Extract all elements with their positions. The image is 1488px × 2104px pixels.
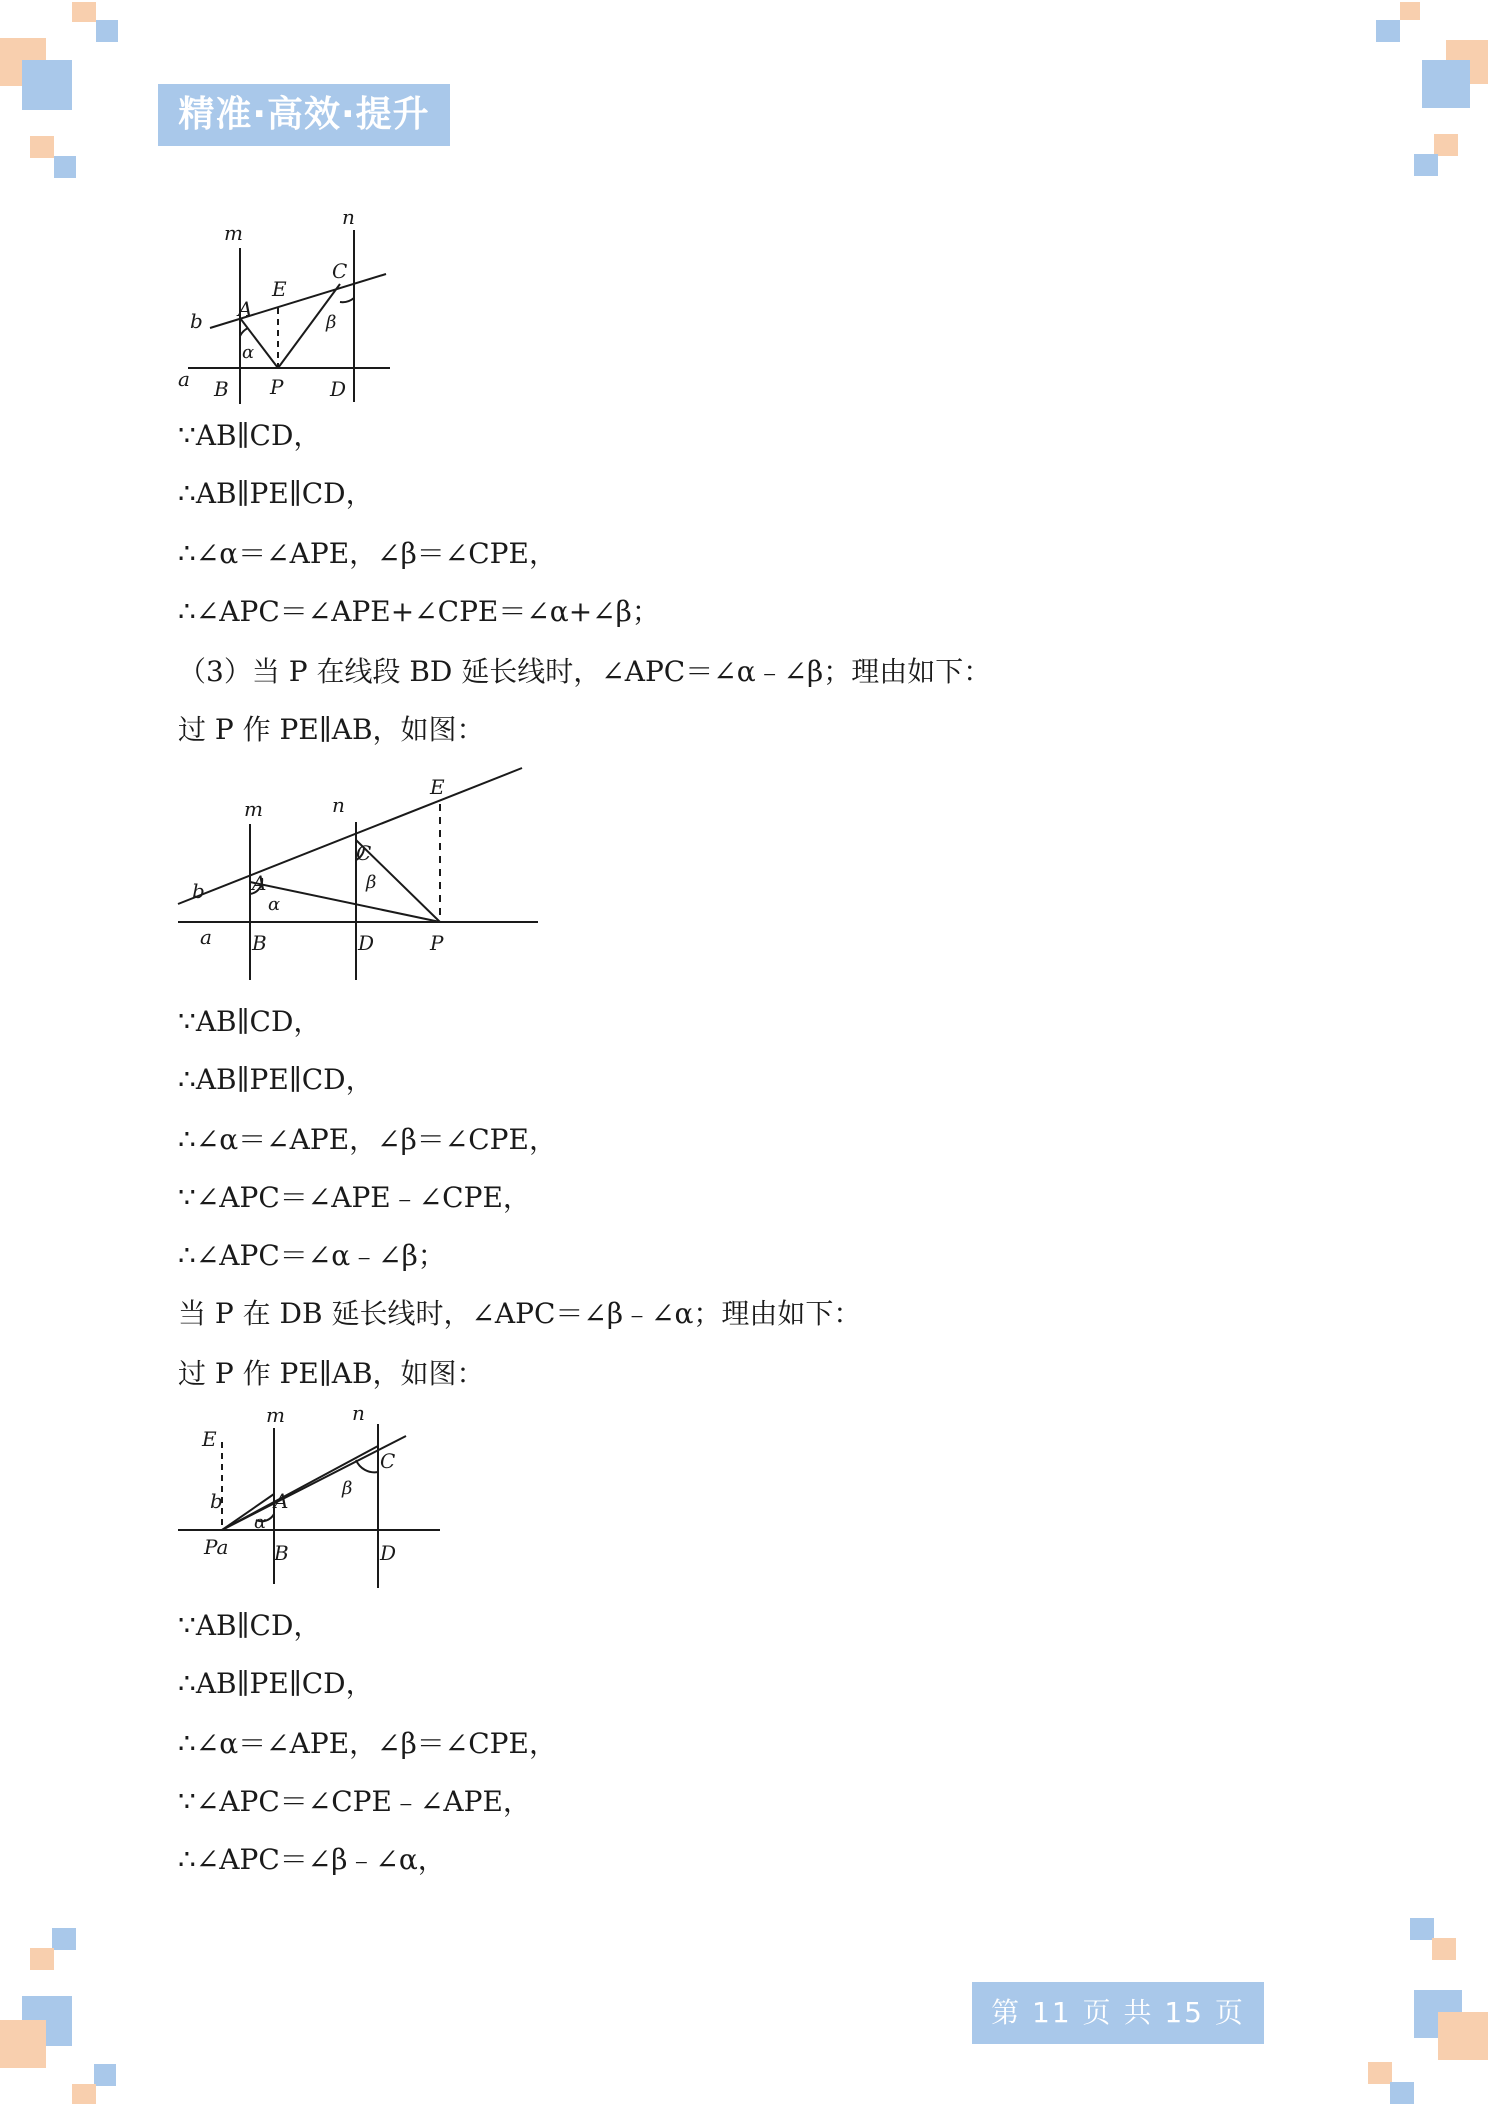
geometry-figure-1 <box>170 206 400 408</box>
label-beta: β <box>326 312 337 333</box>
text-line: ∴AB∥PE∥CD， <box>178 1063 374 1096</box>
label-C: C <box>380 1449 396 1473</box>
decor-square <box>30 1948 54 1970</box>
label-n: n <box>332 793 345 817</box>
text-line: ∴∠α＝∠APE，∠β＝∠CPE， <box>178 1123 557 1156</box>
label-b: b <box>192 879 205 903</box>
text-line: ∴AB∥PE∥CD， <box>178 1667 374 1700</box>
decor-square <box>1368 2062 1392 2084</box>
label-m: m <box>244 797 263 821</box>
label-alpha: α <box>268 894 281 915</box>
decor-square <box>1414 154 1438 176</box>
text-line: 当 P 在 DB 延长线时，∠APC＝∠β﹣∠α；理由如下： <box>178 1297 862 1330</box>
text-line: （3）当 P 在线段 BD 延长线时，∠APC＝∠α﹣∠β；理由如下： <box>178 655 992 688</box>
label-A: A <box>274 1489 289 1513</box>
label-m: m <box>266 1403 285 1427</box>
decor-square <box>1432 1938 1456 1960</box>
label-A: A <box>252 871 267 895</box>
label-B: B <box>274 1541 289 1565</box>
label-E: E <box>272 277 287 301</box>
decor-square <box>72 2 96 22</box>
text-line: ∴∠α＝∠APE，∠β＝∠CPE， <box>178 1727 557 1760</box>
label-b: b <box>190 309 203 333</box>
text-line: ∴∠APC＝∠β﹣∠α， <box>178 1843 446 1876</box>
label-alpha: α <box>254 1512 267 1533</box>
decor-square <box>1438 2012 1488 2060</box>
text-line: ∵AB∥CD， <box>178 1609 322 1642</box>
label-beta: β <box>366 872 377 893</box>
label-E: E <box>202 1427 217 1451</box>
decor-square <box>54 156 76 178</box>
decor-square <box>72 2084 96 2104</box>
decor-square <box>94 2064 116 2086</box>
label-Pa: Pa <box>204 1535 229 1559</box>
label-P: P <box>270 375 284 399</box>
page-number: 第 11 页 共 15 页 <box>972 1982 1264 2044</box>
label-D: D <box>330 377 347 401</box>
decor-square <box>1376 20 1400 42</box>
label-D: D <box>358 931 375 955</box>
label-a: a <box>200 925 212 949</box>
label-beta: β <box>342 1478 353 1499</box>
label-n: n <box>352 1402 365 1425</box>
label-m: m <box>224 221 243 245</box>
label-A: A <box>238 297 253 321</box>
text-line: ∵∠APC＝∠CPE﹣∠APE， <box>178 1785 531 1818</box>
text-line: ∴∠APC＝∠α﹣∠β； <box>178 1239 446 1272</box>
label-B: B <box>252 931 267 955</box>
label-a: a <box>178 367 190 391</box>
text-line: ∵∠APC＝∠APE﹣∠CPE， <box>178 1181 531 1214</box>
text-line: ∵AB∥CD， <box>178 1005 322 1038</box>
decor-square <box>1422 60 1470 108</box>
label-E: E <box>430 775 445 799</box>
brand-banner: 精准·高效·提升 <box>158 84 450 146</box>
geometry-figure-3 <box>170 1402 450 1594</box>
text-line: ∴∠APC＝∠APE+∠CPE＝∠α+∠β； <box>178 595 660 628</box>
text-line: ∵AB∥CD， <box>178 419 322 452</box>
decor-square <box>1400 2 1420 20</box>
decor-square <box>30 136 54 158</box>
label-b: b <box>210 1489 223 1513</box>
decor-square <box>1434 134 1458 156</box>
label-C: C <box>356 841 372 865</box>
decor-square <box>52 1928 76 1950</box>
text-line: 过 P 作 PE∥AB，如图： <box>178 1357 485 1390</box>
label-P: P <box>430 931 444 955</box>
decor-square <box>96 20 118 42</box>
decor-square <box>1410 1918 1434 1940</box>
geometry-figure-2 <box>170 764 544 984</box>
decor-square <box>22 60 72 110</box>
text-line: ∴∠α＝∠APE，∠β＝∠CPE， <box>178 537 557 570</box>
label-B: B <box>214 377 229 401</box>
decor-square <box>0 2020 46 2068</box>
label-n: n <box>342 206 355 229</box>
decor-square <box>1390 2082 1414 2104</box>
text-line: 过 P 作 PE∥AB，如图： <box>178 713 485 746</box>
label-C: C <box>332 259 348 283</box>
text-line: ∴AB∥PE∥CD， <box>178 477 374 510</box>
label-alpha: α <box>242 342 255 363</box>
label-D: D <box>380 1541 397 1565</box>
